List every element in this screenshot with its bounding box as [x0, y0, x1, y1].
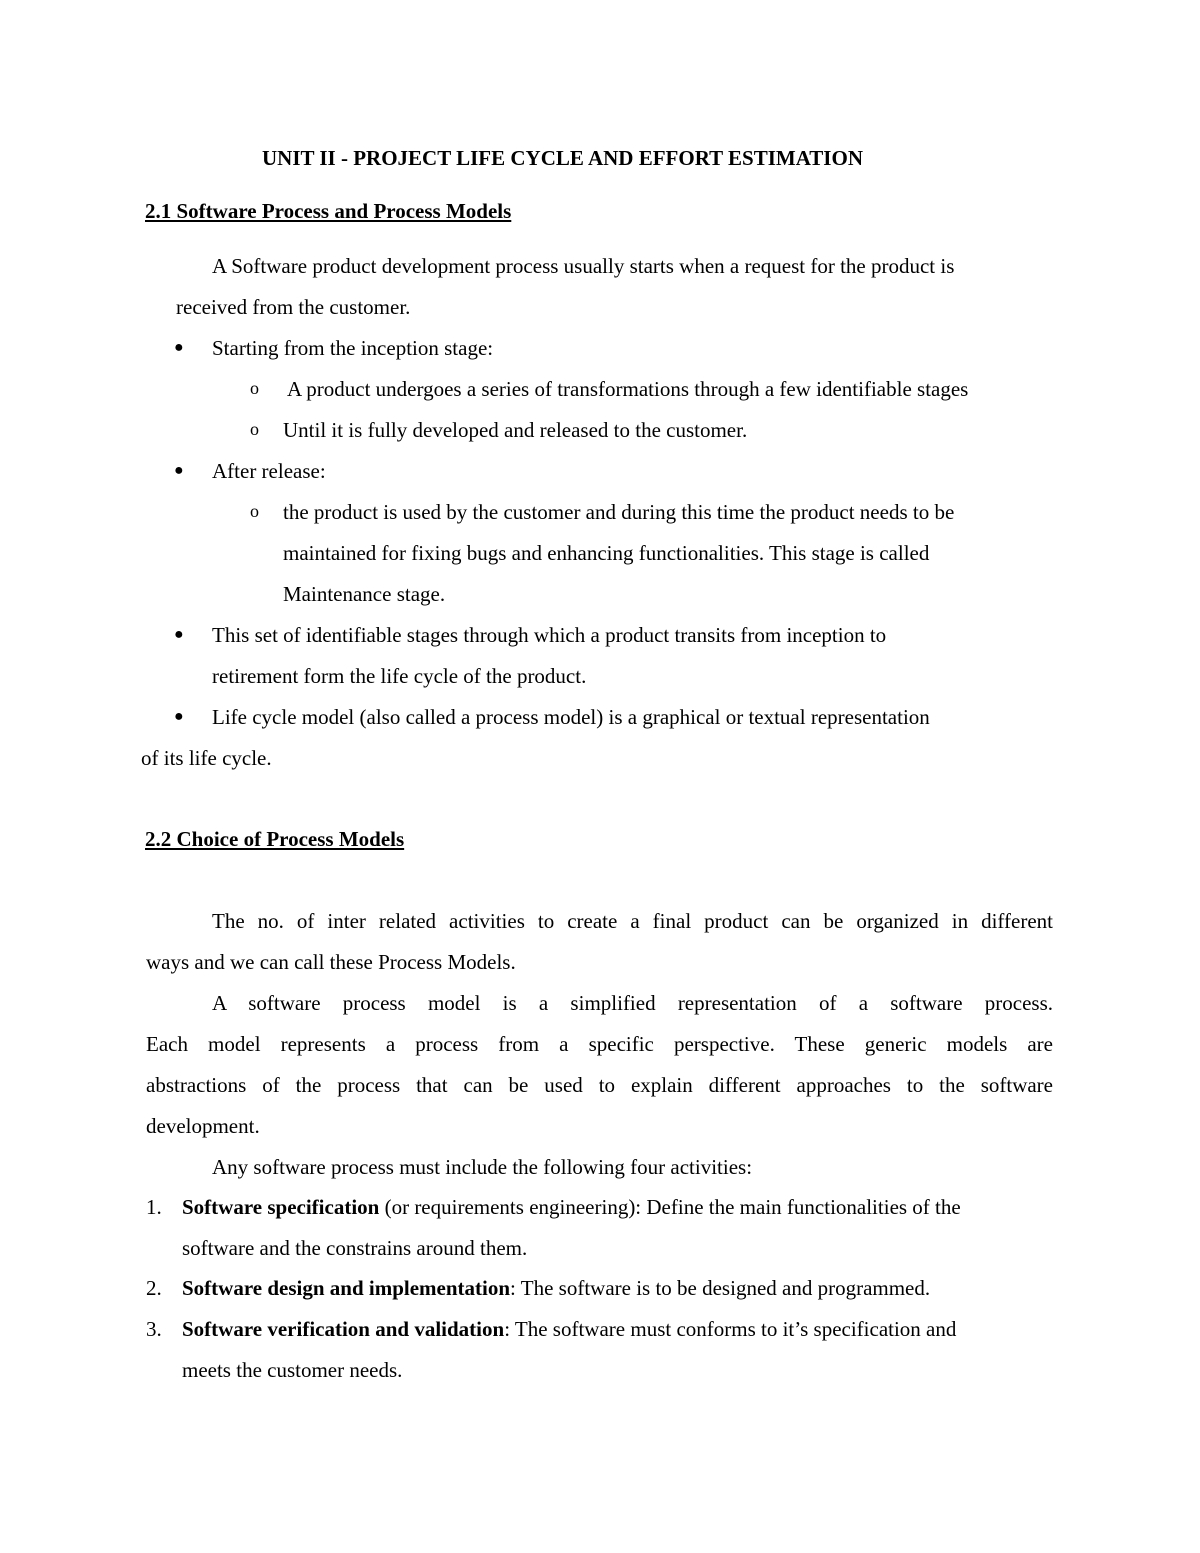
- bullet-item: After release:: [212, 459, 326, 483]
- bullet-item-continued: of its life cycle.: [141, 746, 272, 770]
- list-item-term: Software verification and validation: [182, 1317, 505, 1341]
- bullet-item: This set of identifiable stages through which a product transits from inception to: [212, 623, 887, 647]
- list-number: 2.: [146, 1276, 162, 1300]
- paragraph-line: development.: [146, 1114, 260, 1138]
- sub-bullet-icon: o: [250, 378, 259, 398]
- document-title: UNIT II - PROJECT LIFE CYCLE AND EFFORT ESTIMATION: [262, 146, 863, 170]
- paragraph-line: Each model represents a process from a specific perspective. These generic models are: [146, 1032, 1053, 1056]
- sub-bullet-item: A product undergoes a series of transformations through a few identifiable stages: [287, 377, 969, 401]
- list-number: 1.: [146, 1195, 162, 1219]
- list-item: [182, 1194, 961, 1220]
- list-item-term: Software design and implementation: [182, 1276, 511, 1300]
- bullet-icon: ●: [174, 462, 184, 479]
- list-item-continued: software and the constrains around them.: [182, 1236, 528, 1260]
- sub-bullet-item: Until it is fully developed and released to the customer.: [283, 418, 748, 442]
- intro-line-1: A Software product development process usually starts when a request for the product is: [212, 254, 955, 278]
- list-number: 3.: [146, 1317, 162, 1341]
- list-item-continued: meets the customer needs.: [182, 1358, 403, 1382]
- bullet-icon: ●: [174, 626, 184, 643]
- list-item: [182, 1275, 930, 1301]
- list-item-text: : The software is to be designed and programmed.: [510, 1276, 931, 1300]
- list-item: [182, 1316, 956, 1342]
- list-item-term: Software specification: [182, 1195, 380, 1219]
- paragraph-line: The no. of inter related activities to create a final product can be organized in different: [212, 909, 1053, 933]
- sub-bullet-item-continued: maintained for fixing bugs and enhancing functionalities. This stage is called: [283, 541, 930, 565]
- paragraph-line: Any software process must include the following four activities:: [212, 1155, 753, 1179]
- list-item-text: (or requirements engineering): Define the main functionalities of the: [379, 1195, 961, 1219]
- list-item-text: : The software must conforms to it’s specification and: [504, 1317, 957, 1341]
- paragraph-line: ways and we can call these Process Models.: [146, 950, 516, 974]
- paragraph-line: abstractions of the process that can be used to explain different approaches to the software: [146, 1073, 1053, 1097]
- sub-bullet-icon: o: [250, 419, 259, 439]
- sub-bullet-item: the product is used by the customer and during this time the product needs to be: [283, 500, 955, 524]
- bullet-icon: ●: [174, 708, 184, 725]
- section-heading-2-1: 2.1 Software Process and Process Models: [145, 199, 512, 223]
- intro-line-2: received from the customer.: [176, 295, 411, 319]
- sub-bullet-icon: o: [250, 501, 259, 521]
- paragraph-line: A software process model is a simplified representation of a software process.: [212, 991, 1053, 1015]
- bullet-item-continued: retirement form the life cycle of the product.: [212, 664, 587, 688]
- sub-bullet-item-continued: Maintenance stage.: [283, 582, 446, 606]
- bullet-item: Starting from the inception stage:: [212, 336, 494, 360]
- bullet-icon: ●: [174, 339, 184, 356]
- bullet-item: Life cycle model (also called a process model) is a graphical or textual representation: [212, 705, 930, 729]
- section-heading-2-2: 2.2 Choice of Process Models: [145, 827, 405, 851]
